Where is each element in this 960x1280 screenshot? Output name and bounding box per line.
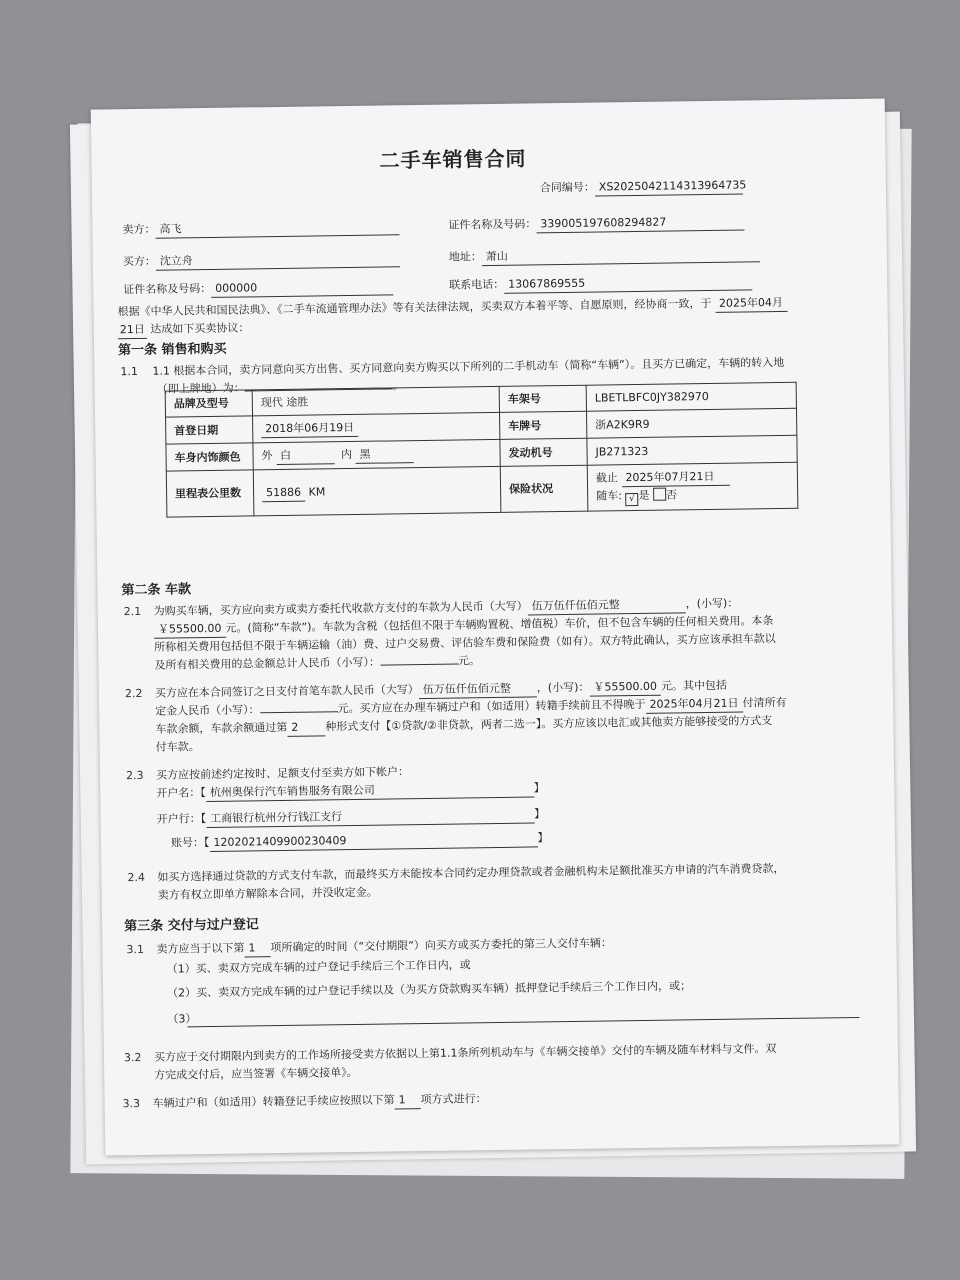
- first-payment-small-label: ，(小写)：: [536, 680, 590, 695]
- reg-date-cell: [253, 412, 500, 442]
- clause-2-2-text-a: 买方应在本合同签订之日支付首笔车款人民币（大写）: [154, 683, 419, 700]
- buyer-id-row: [123, 277, 393, 299]
- clause-2-1-text-b: 元。(简称“车款”)。车款为含税（包括但不限于车辆购置税、增值税）车价，但不包含车辆的任何相关费用。本条: [225, 614, 774, 635]
- total-amount: [380, 664, 458, 666]
- account-number-value: 1202021409900230409: [209, 829, 537, 852]
- clause-3-1-option-1: （1）买、卖双方完成车辆的过户登记手续后三个工作日内，或: [166, 958, 471, 976]
- outer-color-value: 白: [276, 446, 334, 465]
- engine-label: 发动机号: [500, 438, 587, 466]
- mileage-value: 51886: [262, 483, 305, 502]
- article-2-heading: 第二条 车款: [121, 582, 192, 599]
- insurance-until-value: 2025年07月21日: [621, 468, 729, 488]
- inner-color-label: 内: [340, 448, 353, 462]
- buyer-name: 沈立舟: [156, 249, 400, 270]
- clause-1-1-num: 1.1: [120, 364, 138, 379]
- phone-value: 13067869555: [504, 272, 752, 294]
- clause-3-3-text-a: 车辆过户和（如适用）转籍登记手续应按照以下第: [152, 1093, 395, 1110]
- address-value: 萧山: [482, 244, 760, 266]
- clause-2-1-text-d: 及所有相关费用的总金额总计人民币（小写）：: [154, 655, 381, 672]
- clause-2-3-text: 买方应按前述约定按时、足额支付至卖方如下帐户：: [155, 765, 410, 782]
- color-label: 车身内饰颜色: [166, 443, 253, 471]
- clause-3-1-text-b: 项所确定的时间（“交付期限”）向买方或买方委托的第三人交付车辆：: [270, 936, 612, 955]
- clause-2-2-text-b-end: 付清所有: [742, 695, 787, 710]
- seller-id-value: 339005197608294827: [536, 212, 744, 233]
- reg-date-value: 2018年06月19日: [261, 419, 358, 438]
- delivery-choice: 1: [244, 939, 270, 957]
- brand-value: 现代 途胜: [252, 386, 499, 415]
- reg-date-label: 首登日期: [166, 416, 253, 444]
- bracket-close: 】: [533, 781, 545, 795]
- with-car-row: [596, 485, 789, 507]
- clause-3-3-line-1: [152, 1090, 486, 1113]
- first-payment-figures: ￥55500.00: [589, 678, 661, 697]
- insurance-until-label: 截止: [595, 471, 619, 485]
- contract-number: [539, 176, 747, 197]
- phone-row: [449, 272, 752, 294]
- buyer-id-label: 证件名称及号码：: [123, 281, 212, 297]
- clause-2-2-text-c2: 种形式支付【①贷款/②非贷款，两者二选一】。买方应该以电汇或其他卖方能够接受的方式支: [325, 714, 773, 734]
- clause-3-1-option-3: （3）: [167, 1012, 197, 1026]
- contract-number-label: 合同编号：: [539, 180, 595, 195]
- bank-branch-value: 工商银行杭州分行钱江支行: [206, 805, 534, 828]
- buyer-label: 买方：: [122, 254, 156, 269]
- clause-2-3-num: 2.3: [125, 768, 144, 783]
- clause-3-2-line-2: 方完成交付后，应当签署《车辆交接单》。: [154, 1065, 358, 1082]
- yes-label: 是: [638, 489, 650, 503]
- clause-2-2-text-b: 元。买方应在办理车辆过户和（如适用）转籍手续前且不得晚于: [337, 697, 646, 716]
- no-checkbox[interactable]: [653, 488, 666, 501]
- account-name-value: 杭州奥保行汽车销售服务有限公司: [206, 779, 534, 802]
- mileage-cell: [253, 467, 501, 516]
- address-row: [449, 244, 760, 266]
- account-name-label: 开户名：【: [156, 786, 206, 800]
- clause-3-1-line-1: [156, 934, 612, 958]
- table-row: [166, 462, 798, 517]
- plate-value: 浙A2K9R9: [586, 408, 796, 438]
- article-1-heading: 第一条 销售和购买: [118, 341, 227, 359]
- insurance-cell: [587, 462, 798, 511]
- article-3-heading: 第三条 交付与过户登记: [124, 917, 259, 935]
- clause-2-4-num: 2.4: [127, 870, 146, 885]
- account-number-label: 账号：【: [170, 836, 210, 850]
- contract-number-value: XS2025042114313964735: [595, 176, 743, 196]
- price-small-label: ，(小写)：: [685, 596, 739, 611]
- price-in-words: 伍万伍仟伍佰元整: [528, 595, 686, 615]
- deposit-amount: [260, 711, 338, 713]
- engine-value: JB271323: [587, 435, 797, 465]
- clause-2-2-line-4: 付车款。: [155, 740, 200, 754]
- mileage-label: 里程表公里数: [166, 470, 254, 517]
- seller-id-label: 证件名称及号码：: [448, 217, 537, 232]
- page-title: 二手车销售合同: [379, 146, 527, 173]
- option-3-blank-line: [188, 1017, 860, 1027]
- intro-line-2: [118, 319, 250, 339]
- clause-1-1-label: （即上牌地）为：: [156, 381, 245, 396]
- bracket-close: 】: [537, 831, 549, 845]
- buyer-row: [123, 249, 400, 271]
- seller-id-row: [448, 212, 744, 234]
- intro-line-1: [117, 294, 787, 321]
- yes-checkbox[interactable]: √: [625, 493, 638, 506]
- buyer-id-value: 000000: [211, 277, 393, 298]
- clause-3-1-option-2: （2）买、卖双方完成车辆的过户登记手续以及（为买方贷款购买车辆）抵押登记手续后三个工作日内，或；: [166, 979, 692, 1000]
- intro-date-a: 2025年04月: [715, 294, 787, 313]
- bank-branch-row: [157, 805, 546, 828]
- clause-3-3-text-b: 项方式进行：: [420, 1092, 487, 1107]
- contract-page: [91, 99, 900, 1156]
- first-payment-words: 伍万伍仟伍佰元整: [419, 679, 537, 699]
- seller-label: 卖方：: [122, 222, 156, 237]
- transfer-choice: 1: [394, 1091, 420, 1109]
- clause-3-1-text-a: 卖方应当于以下第: [156, 941, 245, 956]
- clause-3-3-num: 3.3: [122, 1097, 141, 1111]
- deposit-label: 定金人民币（小写）：: [155, 703, 260, 718]
- clause-3-2-line-1: 买方应于交付期限内到卖方的工作场所接受卖方依据以上第1.1条所列机动车与《车辆交接单》交付的车辆及随车材料与文件。双: [153, 1042, 777, 1064]
- clause-1-1-end: 。: [392, 379, 404, 393]
- bracket-close: 】: [534, 807, 546, 821]
- plate-label: 车牌号: [500, 411, 587, 439]
- clause-2-1-num: 2.1: [123, 604, 142, 619]
- clause-2-2-text-a-end: 元。其中包括: [660, 678, 728, 693]
- seller-name: 高飞: [155, 217, 399, 238]
- intro-date-b: 21日: [118, 321, 147, 339]
- insurance-label: 保险状况: [500, 465, 588, 512]
- intro-text: 根据《中华人民共和国民法典》、《二手车流通管理办法》等有关法律法规，买卖双方本着平等、自愿原则，经协商一致，于: [117, 296, 712, 319]
- inner-color-value: 黑: [355, 445, 413, 464]
- payment-method-choice: 2: [287, 718, 325, 737]
- clause-2-1-text-a: 为购买车辆，买方应向卖方或卖方委托代收款方支付的车款为人民币（大写）: [153, 599, 528, 618]
- seller-row: [122, 217, 399, 239]
- clause-2-4-line-2: 卖方有权立即单方解除本合同，并没收定金。: [157, 885, 378, 902]
- clause-2-4-line-1: 如买方选择通过贷款的方式支付车款，而最终买方未能按本合同约定办理贷款或者金融机构未足额批准买方申请的汽车消费贷款，: [157, 861, 785, 884]
- color-cell: [253, 440, 500, 470]
- account-number-row: [171, 829, 549, 852]
- phone-label: 联系电话：: [449, 277, 505, 292]
- vin-label: 车架号: [499, 385, 586, 412]
- intro-text-end: 达成如下买卖协议：: [150, 321, 250, 336]
- outer-color-label: 外: [261, 449, 273, 463]
- clause-3-1-num: 3.1: [126, 942, 145, 957]
- vin-value: LBETLBFC0JY382970: [586, 382, 796, 411]
- clause-3-2-num: 3.2: [123, 1050, 142, 1065]
- mileage-unit: KM: [308, 484, 326, 499]
- bank-branch-label: 开户行：【: [156, 812, 207, 826]
- payment-deadline: 2025年04月21日: [645, 695, 742, 714]
- clause-2-1-line-4: [154, 652, 480, 674]
- vehicle-info-table: [165, 382, 799, 518]
- clause-2-2-text-c: 车款余额，车款余额通过第: [155, 720, 288, 736]
- address-label: 地址：: [448, 250, 482, 264]
- clause-2-1-end: 元。: [457, 654, 481, 668]
- with-car-label: 随车:: [596, 489, 622, 503]
- clause-1-1-line-1: 1.1 根据本合同，卖方同意向买方出售、买方同意向卖方购买以下所列的二手机动车（简称“车辆”）。且买方已确定，车辆的转入地: [152, 355, 785, 378]
- brand-label: 品牌及型号: [165, 390, 252, 417]
- no-label: 否: [665, 488, 677, 502]
- clause-2-1-line-3: 所称相关费用包括但不限于车辆运输（油）费、过户交易费、评估验车费和保险费（如有）。双方特此确认，买方应该承担车款以: [154, 632, 776, 654]
- price-in-figures: ￥55500.00: [154, 620, 226, 639]
- clause-2-2-num: 2.2: [124, 686, 143, 701]
